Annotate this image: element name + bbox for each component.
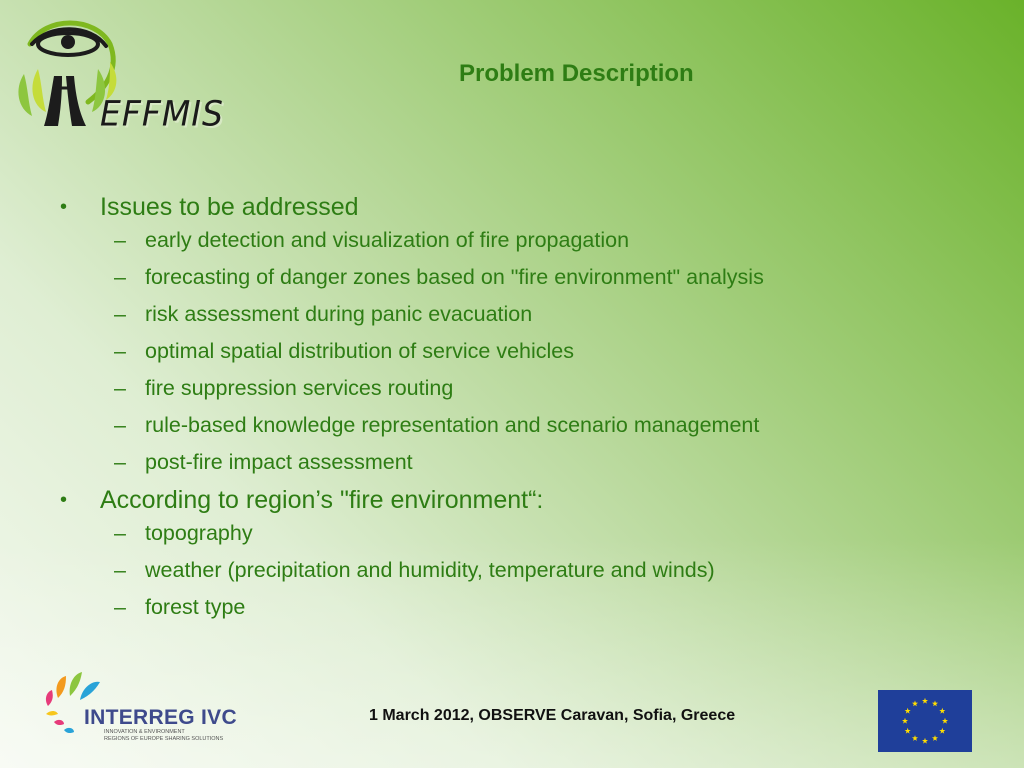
sub-bullet-item bbox=[58, 407, 958, 444]
sub-bullet-text: topography bbox=[145, 521, 253, 545]
dash-marker: – bbox=[114, 376, 126, 400]
dash-marker: – bbox=[114, 339, 126, 363]
bullet-text: According to region’s "fire environment“: bbox=[100, 486, 544, 514]
bullet-marker: • bbox=[60, 489, 68, 511]
footer-event-text: 1 March 2012, OBSERVE Caravan, Sofia, Greece bbox=[369, 707, 736, 724]
sub-bullet-item bbox=[58, 515, 958, 552]
dash-marker: – bbox=[114, 413, 126, 437]
eu-star-icon bbox=[922, 738, 928, 744]
dash-marker: – bbox=[114, 265, 126, 289]
sub-bullet-item bbox=[58, 296, 958, 333]
eu-star-icon bbox=[922, 698, 928, 704]
bullet-marker: • bbox=[60, 196, 68, 218]
eu-star-icon bbox=[905, 728, 911, 734]
sub-bullet-item bbox=[58, 370, 958, 407]
sub-bullet-text: post-fire impact assessment bbox=[145, 450, 413, 474]
dash-marker: – bbox=[114, 558, 126, 582]
interreg-logo bbox=[40, 670, 250, 746]
sub-bullet-text: weather (precipitation and humidity, temperature and winds) bbox=[145, 558, 715, 582]
dash-marker: – bbox=[114, 450, 126, 474]
bullet-item bbox=[58, 192, 958, 222]
eu-star-icon bbox=[902, 718, 908, 724]
dash-marker: – bbox=[114, 595, 126, 619]
eu-star-icon bbox=[939, 708, 945, 714]
dash-marker: – bbox=[114, 521, 126, 545]
sub-bullet-text: forest type bbox=[145, 595, 246, 619]
sub-bullet-item bbox=[58, 444, 958, 481]
eu-star-icon bbox=[912, 700, 918, 706]
eu-star-icon bbox=[932, 700, 938, 706]
sub-bullet-item bbox=[58, 259, 958, 296]
effmis-wordmark: EFFMIS bbox=[100, 93, 224, 134]
sub-bullet-item bbox=[58, 552, 958, 589]
eu-star-icon bbox=[912, 735, 918, 741]
eu-star-icon bbox=[932, 735, 938, 741]
interreg-subtitle-2: REGIONS OF EUROPE SHARING SOLUTIONS bbox=[104, 736, 224, 742]
interreg-name: INTERREG IVC bbox=[84, 706, 237, 729]
slide-title: Problem Description bbox=[459, 60, 694, 87]
sub-bullet-item bbox=[58, 333, 958, 370]
sub-bullet-text: rule-based knowledge representation and scenario management bbox=[145, 413, 760, 437]
sub-bullet-item bbox=[58, 222, 958, 259]
sub-bullet-text: fire suppression services routing bbox=[145, 376, 454, 400]
sub-bullet-item bbox=[58, 589, 958, 626]
interreg-subtitle-1: INNOVATION & ENVIRONMENT bbox=[104, 729, 185, 735]
effmis-logo bbox=[10, 14, 224, 134]
bullet-item bbox=[58, 485, 958, 515]
eu-star-icon bbox=[942, 718, 948, 724]
dash-marker: – bbox=[114, 228, 126, 252]
sub-bullet-text: early detection and visualization of fire propagation bbox=[145, 228, 630, 252]
sub-bullet-text: risk assessment during panic evacuation bbox=[145, 302, 533, 326]
bullet-group-fire-environment bbox=[58, 485, 958, 626]
sub-bullet-text: optimal spatial distribution of service vehicles bbox=[145, 339, 575, 363]
bullet-list bbox=[58, 188, 958, 626]
dash-marker: – bbox=[114, 302, 126, 326]
eu-stars-icon bbox=[878, 690, 972, 752]
bullet-group-issues bbox=[58, 192, 958, 481]
eu-star-icon bbox=[905, 708, 911, 714]
eu-star-icon bbox=[939, 728, 945, 734]
bullet-text: Issues to be addressed bbox=[100, 193, 359, 221]
sub-bullet-text: forecasting of danger zones based on "fire environment" analysis bbox=[145, 265, 764, 289]
eu-flag-icon bbox=[878, 690, 972, 752]
